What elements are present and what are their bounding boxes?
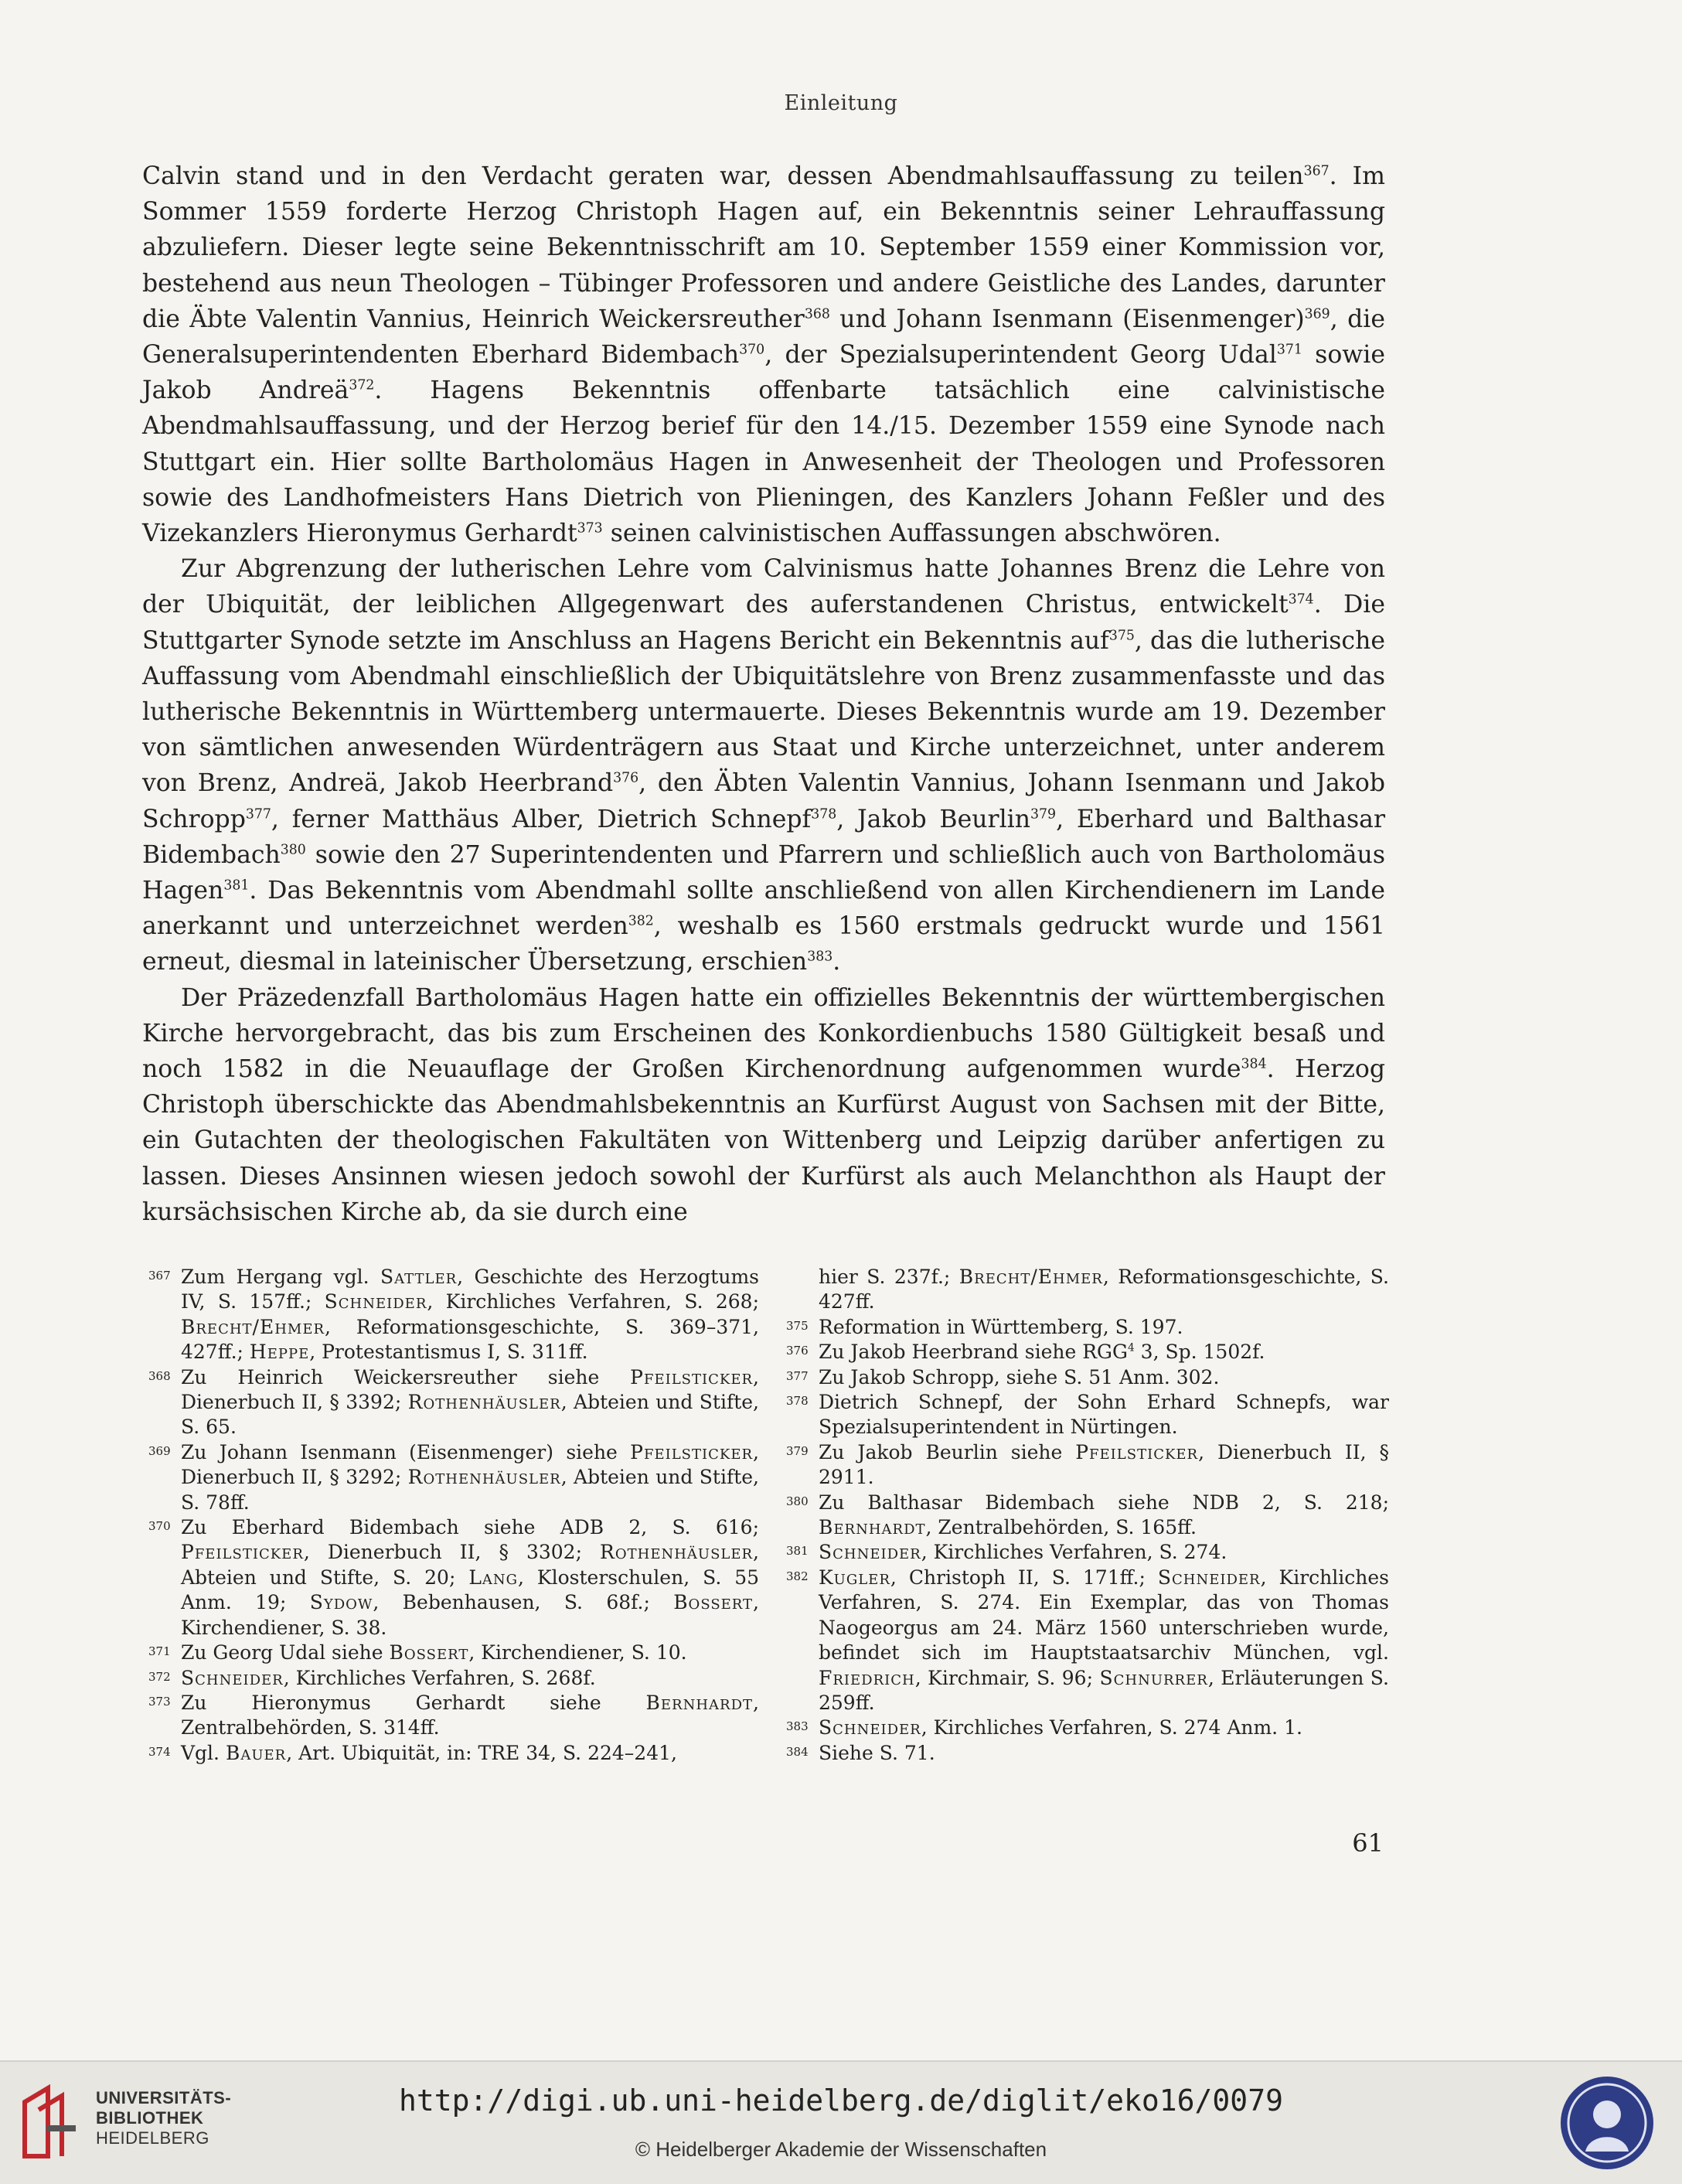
author-name: Sydow (309, 1591, 373, 1614)
permalink-url[interactable]: http://digi.ub.uni-heidelberg.de/diglit/eko16/0079 (399, 2083, 1283, 2118)
author-name: Schneider (819, 1541, 921, 1564)
text-run: Siehe S. 71. (819, 1741, 935, 1764)
author-name: Schnurrer (1099, 1666, 1208, 1689)
text-run: , Zentralbehörden, S. 314ff. (181, 1691, 759, 1739)
footnote (148, 1515, 759, 1641)
footnote (148, 1691, 759, 1741)
footnote-reference[interactable]: 370 (739, 342, 765, 358)
text-run: Zu Balthasar Bidembach siehe NDB 2, S. 218; (819, 1491, 1389, 1514)
text-run: sowie den 27 Superintendenten und Pfarrern und schließlich auch von Bartholomäus Hagen (142, 840, 1385, 905)
footnote-reference[interactable]: 379 (1030, 806, 1057, 823)
footnote-number: 379 (786, 1443, 809, 1458)
footnote-reference[interactable]: 383 (807, 949, 833, 965)
footnote-number: 367 (148, 1269, 171, 1283)
text-run: , Zentralbehörden, S. 165ff. (925, 1516, 1197, 1539)
author-name: Rothenhäusler (407, 1391, 561, 1414)
academy-seal-icon[interactable] (1558, 2074, 1656, 2172)
text-run: , Reformationsgeschichte, S. 369–371, 427ff.; (181, 1315, 759, 1364)
text-run: , weshalb es 1560 erstmals gedruckt wurde und 1561 erneut, diesmal in lateinischer Übersetzung, erschien (142, 912, 1385, 976)
body-paragraph (142, 551, 1385, 980)
text-run: , Dienerbuch II, § 3392; (181, 1365, 759, 1414)
author-name: Schneider (181, 1666, 284, 1689)
footnote-reference[interactable]: 382 (628, 913, 654, 929)
footnote-reference[interactable]: 372 (349, 377, 375, 394)
text-run: , Art. Ubiquität, in: TRE 34, S. 224–241, (286, 1741, 677, 1764)
text-run: Der Präzedenzfall Bartholomäus Hagen hatte ein offizielles Bekenntnis der württembergischen Kirche hervorgebracht, das bis zum Erscheinen des Konkordienbuchs 1580 Gültigkeit besaß und noch 1582 in die Neuauflage der Großen Kirchenordnung aufgenommen wurde (142, 983, 1385, 1084)
footnote (148, 1641, 759, 1665)
text-run: , Abteien und Stifte, S. 20; (181, 1541, 759, 1589)
text-run: Zu Hieronymus Gerhardt siehe (181, 1691, 646, 1714)
author-name: Brecht/Ehmer (181, 1315, 325, 1338)
footnote (786, 1365, 1389, 1390)
footnote-number: 378 (786, 1394, 809, 1409)
text-run: Zu Heinrich Weickersreuther siehe (181, 1365, 631, 1388)
footnote (786, 1540, 1389, 1565)
author-name: Pfeilsticker (630, 1365, 754, 1388)
text-run: . Hagens Bekenntnis offenbarte tatsächlich eine calvinistische Abendmahlsauffassung, und der Herzog berief für den 14./15. Dezember 1559 eine Synode nach Stuttgart ein. Hier sollte Bartholomäus Hagen in Anwesenheit der Theologen und Professoren sowie des Landhofmeisters Hans Dietrich von Plieningen, des Kanzlers Johann Feßler und des Vizekanzlers Hieronymus Gerhardt (142, 376, 1385, 548)
footnote-reference[interactable]: 380 (280, 842, 306, 858)
footnote-reference[interactable]: 367 (1303, 163, 1330, 179)
text-run: , Bebenhausen, S. 68f.; (373, 1591, 674, 1614)
text-run: Vgl. (181, 1741, 226, 1764)
viewer-footer (0, 2060, 1682, 2184)
text-run: , Kirchmair, S. 96; (914, 1666, 1100, 1689)
text-run: Zur Abgrenzung der lutherischen Lehre vom Calvinismus hatte Johannes Brenz die Lehre von der Ubiquität, der leiblichen Allgegenwart des auferstandenen Christus, entwickelt (142, 555, 1385, 619)
footnote-number: 374 (148, 1744, 171, 1759)
text-run: Zu Jakob Heerbrand siehe RGG (819, 1341, 1128, 1364)
author-name: Bossert (389, 1641, 469, 1664)
footnote-number: 381 (786, 1544, 809, 1559)
text-run: Zum Hergang vgl. (181, 1266, 380, 1288)
author-name: Schneider (1157, 1566, 1261, 1589)
author-name: Friedrich (819, 1666, 915, 1689)
footnote-number: 370 (148, 1519, 171, 1534)
page-number: 61 (1352, 1828, 1384, 1858)
text-run: , Kirchendiener, S. 10. (468, 1641, 687, 1664)
footnote-number: 377 (786, 1368, 809, 1383)
text-run: , Dienerbuch II, § 3292; (181, 1440, 759, 1489)
text-run: Zu Jakob Schropp, siehe S. 51 Anm. 302. (819, 1365, 1220, 1388)
text-run: Dietrich Schnepf, der Sohn Erhard Schnepfs, war Spezialsuperintendent in Nürtingen. (819, 1391, 1389, 1439)
main-text (142, 158, 1385, 1230)
text-run: Zu Jakob Beurlin siehe (819, 1440, 1076, 1463)
author-name: Rothenhäusler (407, 1466, 561, 1489)
text-run: . Die Stuttgarter Synode setzte im Anschluss an Hagens Bericht ein Bekenntnis auf (142, 591, 1385, 655)
library-name-line-3: HEIDELBERG (96, 2128, 209, 2148)
footnote (148, 1265, 759, 1365)
library-name-line-2: BIBLIOTHEK (96, 2108, 204, 2128)
footnote-number: 373 (148, 1694, 171, 1709)
footnote (786, 1491, 1389, 1541)
author-name: Brecht/Ehmer (958, 1266, 1103, 1288)
text-run: , Protestantismus I, S. 311ff. (309, 1341, 588, 1364)
author-name: Heppe (249, 1341, 310, 1364)
footnote-number: 368 (148, 1368, 171, 1383)
footnote-reference[interactable]: 371 (1276, 342, 1302, 358)
text-run: . Im Sommer 1559 forderte Herzog Christoph Hagen auf, ein Bekenntnis seiner Lehrauffassung abzuliefern. Dieser legte seine Bekenntnisschrift am 10. September 1559 einer Kommission vor, bestehend aus neun Theologen – Tübinger Professoren und andere Geistliche des Landes, darunter die Äbte Valentin Vannius, Heinrich Weickersreuther (142, 162, 1386, 333)
footnote (786, 1340, 1389, 1365)
footnote (786, 1265, 1389, 1315)
text-run: 3, Sp. 1502f. (1134, 1341, 1265, 1364)
author-name: Bauer (225, 1741, 287, 1764)
text-run: hier S. 237f.; (819, 1266, 959, 1288)
footnote (786, 1315, 1389, 1340)
author-name: Pfeilsticker (1075, 1440, 1199, 1463)
text-run: , Jakob Beurlin (836, 805, 1031, 833)
footnote-number: 375 (786, 1318, 809, 1333)
text-run: , Dienerbuch II, § 2911. (819, 1440, 1389, 1489)
text-run: , den Äbten Valentin Vannius, Johann Isenmann und Jakob Schropp (142, 769, 1385, 833)
footnote (148, 1440, 759, 1515)
body-paragraph (142, 980, 1385, 1230)
text-run: , ferner Matthäus Alber, Dietrich Schnepf (271, 805, 812, 833)
author-name: Sattler (380, 1266, 458, 1288)
footnote-reference[interactable]: 381 (223, 877, 250, 894)
text-run: , Kirchliches Verfahren, S. 274. (921, 1541, 1227, 1564)
author-name: Pfeilsticker (630, 1440, 754, 1463)
text-run: Zu Eberhard Bidembach siehe ADB 2, S. 616; (181, 1516, 759, 1539)
footnote (786, 1566, 1389, 1716)
footnote-number: 376 (786, 1344, 809, 1358)
author-name: Schneider (819, 1716, 921, 1739)
footnote-number: 380 (786, 1494, 809, 1508)
author-name: Rothenhäusler (600, 1541, 754, 1564)
copyright-notice: © Heidelberger Akademie der Wissenschaften (635, 2138, 1047, 2161)
footnote-reference[interactable]: 377 (245, 806, 271, 823)
footnote (786, 1390, 1389, 1440)
text-run: seinen calvinistischen Auffassungen abschwören. (602, 520, 1221, 548)
text-run: Reformation in Württemberg, S. 197. (819, 1315, 1183, 1338)
text-run: . (832, 948, 841, 976)
text-run: Calvin stand und in den Verdacht geraten war, dessen Abendmahlsauffassung zu teilen (142, 162, 1304, 190)
footnote-reference[interactable]: 369 (1304, 306, 1330, 322)
footnote-reference[interactable]: 378 (811, 806, 837, 823)
text-run: , das die lutherische Auffassung vom Abendmahl einschließlich der Ubiquitätslehre von Brenz zusammenfasste und das lutherische Bekenntnis in Württemberg untermauerte. Dieses Bekenntnis wurde am 19. Dezember von sämtlichen anwesenden Würdenträgern aus Staat und Kirche unterzeichnet, unter anderem von Brenz, Andreä, Jakob Heerbrand (142, 626, 1386, 798)
author-name: Schneider (324, 1290, 427, 1313)
footnote-reference[interactable]: 4 (1127, 1341, 1135, 1354)
footnote-number: 384 (786, 1744, 809, 1759)
text-run: , Kirchliches Verfahren, S. 268f. (283, 1666, 596, 1689)
text-run: , Erläuterungen S. 259ff. (819, 1666, 1389, 1714)
text-run: , Geschichte des Herzogtums IV, S. 157ff.; (181, 1266, 759, 1313)
text-run: , die Generalsuperintendenten Eberhard Bidembach (142, 305, 1386, 370)
text-run: , Abteien und Stifte, S. 78ff. (181, 1466, 759, 1514)
author-name: Bernhardt (645, 1691, 754, 1714)
footnote (148, 1666, 759, 1691)
text-run: , Kirchliches Verfahren, S. 274 Anm. 1. (921, 1716, 1302, 1739)
footnote (148, 1365, 759, 1440)
text-run: , Klosterschulen, S. 55 Anm. 19; (181, 1566, 760, 1614)
text-run: , Kirchliches Verfahren, S. 274. Ein Exemplar, das von Thomas Naogeorgus am 24. März 1560 unterschrieben wurde, befindet sich im Hauptstaatsarchiv München, vgl. (819, 1566, 1389, 1664)
footnote-number: 383 (786, 1719, 809, 1734)
text-run: Zu Georg Udal siehe (181, 1641, 390, 1664)
footnote-reference[interactable]: 376 (613, 770, 639, 786)
text-run: , Abteien und Stifte, S. 65. (181, 1391, 759, 1439)
footnote-reference[interactable]: 384 (1241, 1056, 1267, 1072)
running-head: Einleitung (784, 91, 898, 115)
author-name: Bernhardt (819, 1516, 926, 1539)
author-name: Bossert (673, 1591, 754, 1614)
footnote (786, 1440, 1389, 1491)
footnote-number: 371 (148, 1644, 171, 1659)
text-run: , der Spezialsuperintendent Georg Udal (764, 341, 1277, 370)
footnote (786, 1716, 1389, 1740)
text-run: und Johann Isenmann (Eisenmenger) (829, 305, 1305, 333)
text-run: . Herzog Christoph überschickte das Abendmahlsbekenntnis an Kurfürst August von Sachsen mit der Bitte, ein Gutachten der theologischen Fakultäten von Wittenberg und Leipzig darüber anfertigen zu lassen. Dieses Ansinnen wiesen jedoch sowohl der Kurfürst als auch Melanchthon als Haupt der kursächsischen Kirche ab, da sie durch eine (142, 1055, 1385, 1226)
footnote-number: 372 (148, 1669, 171, 1684)
text-run: Zu Johann Isenmann (Eisenmenger) siehe (181, 1440, 631, 1463)
text-run: , Reformationsgeschichte, S. 427ff. (819, 1266, 1389, 1313)
footnote (148, 1741, 759, 1766)
text-run: , Eberhard und Balthasar Bidembach (142, 805, 1386, 869)
footnote-reference[interactable]: 368 (804, 306, 830, 322)
text-run: sowie Jakob Andreä (142, 341, 1385, 405)
text-run: , Dienerbuch II, § 3302; (303, 1541, 601, 1564)
text-run: , Kirchliches Verfahren, S. 268; (427, 1290, 759, 1313)
text-run: , Christoph II, S. 171ff.; (890, 1566, 1158, 1589)
author-name: Pfeilsticker (181, 1541, 304, 1564)
footnote-number: 369 (148, 1443, 171, 1458)
body-paragraph (142, 158, 1385, 551)
footnote (786, 1741, 1389, 1766)
author-name: Lang (468, 1566, 519, 1589)
text-run: , Kirchendiener, S. 38. (181, 1591, 759, 1639)
footnotes-right-column (786, 1265, 1389, 1766)
footnotes-left-column (148, 1265, 759, 1766)
footnote-reference[interactable]: 374 (1288, 591, 1314, 608)
footnote-reference[interactable]: 373 (577, 520, 603, 537)
footnote-reference[interactable]: 375 (1108, 628, 1135, 644)
text-run: . Das Bekenntnis vom Abendmahl sollte anschließend von allen Kirchendienern im Lande anerkannt und unterzeichnet werden (142, 877, 1385, 941)
author-name: Kugler (819, 1566, 890, 1589)
library-name-line-1: UNIVERSITÄTS- (96, 2088, 232, 2107)
footnote-number: 382 (786, 1569, 809, 1583)
